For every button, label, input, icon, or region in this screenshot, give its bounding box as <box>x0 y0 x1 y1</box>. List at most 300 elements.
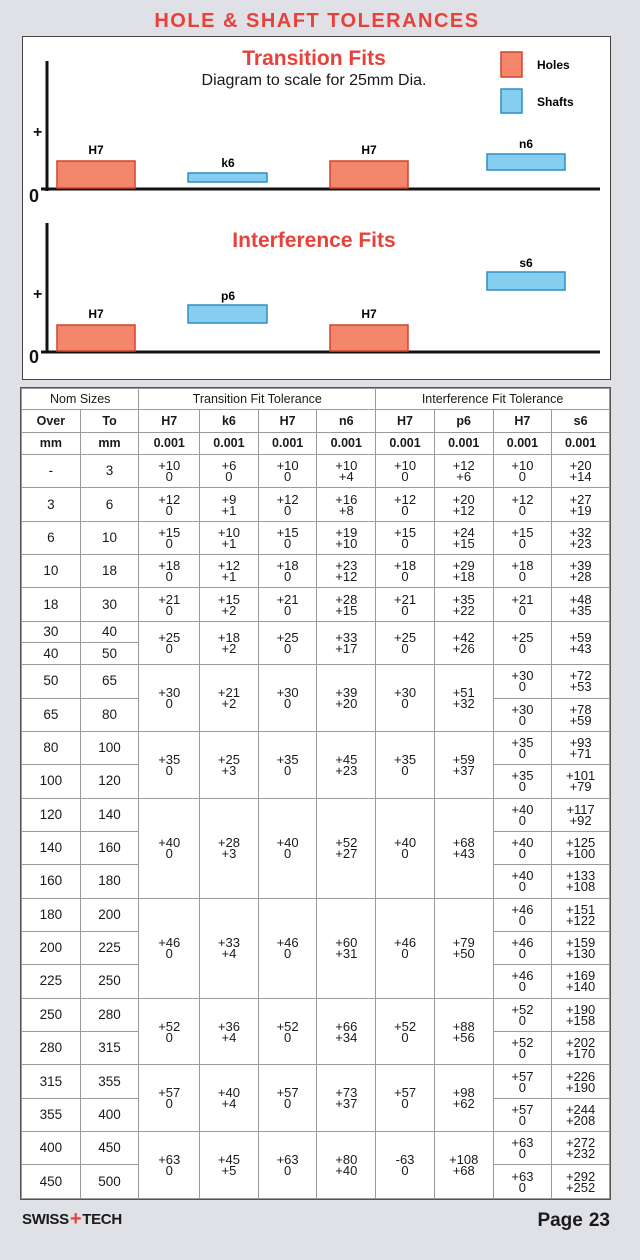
upper-deviation: +60 <box>335 935 358 951</box>
lower-deviation: 0 <box>518 912 527 928</box>
upper-deviation: +15 <box>217 591 240 607</box>
upper-deviation: +72 <box>569 668 592 684</box>
lower-deviation: +37 <box>452 762 475 778</box>
lower-deviation: 0 <box>401 846 409 862</box>
lower-deviation: 0 <box>401 569 409 585</box>
upper-deviation: +30 <box>511 668 534 684</box>
lower-deviation: 0 <box>518 879 527 895</box>
upper-deviation: +40 <box>511 801 534 817</box>
lower-deviation: +252 <box>565 1179 596 1195</box>
tolerance-cell <box>552 898 610 931</box>
unit-cell: mm <box>80 433 139 455</box>
lower-deviation: 0 <box>401 696 409 712</box>
lower-deviation: +130 <box>565 946 596 962</box>
transition-title: Transition Fits <box>242 47 386 70</box>
tolerance-cell <box>317 521 376 554</box>
lower-deviation: +59 <box>569 712 592 728</box>
lower-deviation: 0 <box>165 535 173 551</box>
size-over: 80 <box>22 731 81 764</box>
transition-h7-bar-1 <box>57 161 135 188</box>
lower-deviation: +6 <box>456 469 472 485</box>
upper-deviation: +10 <box>217 524 240 540</box>
tolerance-cell <box>139 455 200 488</box>
column-header: Over <box>22 410 81 433</box>
lower-deviation: 0 <box>165 569 173 585</box>
tolerance-cell <box>258 455 317 488</box>
lower-deviation: +18 <box>452 569 475 585</box>
size-to: 200 <box>80 898 139 931</box>
tolerance-cell <box>200 1132 259 1199</box>
tolerance-cell <box>552 488 610 521</box>
upper-deviation: +59 <box>569 629 592 645</box>
transition-k6-bar <box>188 173 267 182</box>
size-to: 18 <box>80 555 139 588</box>
lower-deviation: 0 <box>401 762 409 778</box>
tolerance-cell <box>493 1132 552 1165</box>
size-over: 400 <box>22 1132 81 1165</box>
tolerance-cell <box>139 555 200 588</box>
upper-deviation: +30 <box>394 685 417 701</box>
tolerance-cell <box>493 488 552 521</box>
tolerance-cell <box>552 865 610 898</box>
tolerance-cell <box>434 731 493 798</box>
interference-label-2: p6 <box>220 289 236 303</box>
tolerance-cell <box>376 621 435 665</box>
lower-deviation: 0 <box>401 640 409 656</box>
upper-deviation: +12 <box>394 491 417 507</box>
lower-deviation: 0 <box>518 1146 527 1162</box>
group-header-row <box>22 389 610 410</box>
upper-deviation: +63 <box>276 1152 299 1168</box>
size-over: 250 <box>22 998 81 1031</box>
upper-deviation: +46 <box>511 968 534 984</box>
tolerance-cell <box>200 798 259 898</box>
tolerance-cell <box>139 665 200 732</box>
lower-deviation: 0 <box>518 679 527 695</box>
tolerance-cell <box>552 1032 610 1065</box>
lower-deviation: +232 <box>565 1146 596 1162</box>
lower-deviation: +170 <box>565 1046 596 1062</box>
lower-deviation: +1 <box>221 569 237 585</box>
lower-deviation: +100 <box>565 846 596 862</box>
lower-deviation: +108 <box>565 879 596 895</box>
transition-label-3: H7 <box>361 143 377 157</box>
upper-deviation: +88 <box>452 1018 475 1034</box>
lower-deviation: 0 <box>518 535 527 551</box>
tolerance-cell <box>493 1098 552 1131</box>
upper-deviation: +25 <box>511 629 534 645</box>
lower-deviation: 0 <box>165 1163 173 1179</box>
brand-right: TECH <box>82 1211 122 1228</box>
tolerance-cell <box>552 521 610 554</box>
tolerance-cell <box>493 898 552 931</box>
tolerance-cell <box>552 455 610 488</box>
upper-deviation: +40 <box>394 835 417 851</box>
lower-deviation: 0 <box>518 746 527 762</box>
size-over: 120 <box>22 798 81 831</box>
upper-deviation: +79 <box>452 935 475 951</box>
page-number-value: 23 <box>588 1210 610 1231</box>
size-to: 3 <box>80 455 139 488</box>
tolerance-table-wrapper <box>20 387 611 1200</box>
lower-deviation: +37 <box>335 1096 358 1112</box>
lower-deviation: 0 <box>518 1079 527 1095</box>
upper-deviation: +45 <box>335 751 358 767</box>
column-header: s6 <box>552 410 610 433</box>
lower-deviation: 0 <box>225 469 233 485</box>
upper-deviation: +190 <box>565 1001 596 1017</box>
tolerance-cell <box>200 588 259 621</box>
page-label: Page <box>537 1210 583 1231</box>
interference-label-3: H7 <box>361 307 377 321</box>
lower-deviation: 0 <box>165 640 173 656</box>
tolerance-cell <box>317 998 376 1065</box>
size-over: - <box>22 455 81 488</box>
tolerance-cell <box>493 1032 552 1065</box>
tolerance-table <box>21 388 610 1199</box>
size-over: 225 <box>22 965 81 998</box>
lower-deviation: 0 <box>283 602 292 618</box>
lower-deviation: 0 <box>165 696 173 712</box>
lower-deviation: 0 <box>401 1096 409 1112</box>
size-over: 140 <box>22 831 81 864</box>
size-over: 200 <box>22 931 81 964</box>
upper-deviation: +40 <box>158 835 181 851</box>
tolerance-cell <box>434 898 493 998</box>
tolerance-cell <box>493 555 552 588</box>
upper-deviation: +73 <box>335 1085 358 1101</box>
tolerance-cell <box>434 1132 493 1199</box>
upper-deviation: +59 <box>452 751 475 767</box>
lower-deviation: 0 <box>165 1029 173 1045</box>
upper-deviation: +244 <box>565 1101 596 1117</box>
lower-deviation: +26 <box>452 640 475 656</box>
upper-deviation: +18 <box>217 629 240 645</box>
size-over: 100 <box>22 765 81 798</box>
upper-deviation: +57 <box>511 1101 534 1117</box>
upper-deviation: +18 <box>158 558 181 574</box>
lower-deviation: 0 <box>283 696 292 712</box>
lower-deviation: 0 <box>518 469 527 485</box>
lower-deviation: +1 <box>221 502 237 518</box>
tolerance-cell <box>552 1065 610 1098</box>
tolerance-cell <box>200 1065 259 1132</box>
tolerance-cell <box>139 621 200 665</box>
transition-subtitle: Diagram to scale for 25mm Dia. <box>201 72 427 89</box>
upper-deviation: +25 <box>217 751 240 767</box>
tolerance-cell <box>139 588 200 621</box>
unit-cell: mm <box>22 433 81 455</box>
interference-zero-label: 0 <box>29 347 40 367</box>
lower-deviation: 0 <box>283 946 292 962</box>
upper-deviation: +12 <box>452 458 475 474</box>
lower-deviation: +15 <box>452 535 475 551</box>
tolerance-cell <box>317 488 376 521</box>
lower-deviation: +4 <box>221 1096 237 1112</box>
lower-deviation: 0 <box>401 946 409 962</box>
upper-deviation: +21 <box>276 591 299 607</box>
lower-deviation: +20 <box>335 696 358 712</box>
tolerance-cell <box>258 621 317 665</box>
lower-deviation: +140 <box>565 979 596 995</box>
tolerance-cell <box>552 831 610 864</box>
tolerance-cell <box>258 665 317 732</box>
lower-deviation: 0 <box>518 1112 527 1128</box>
lower-deviation: +71 <box>569 746 592 762</box>
tolerance-cell <box>552 998 610 1031</box>
swiss-cross-icon: + <box>69 1208 82 1230</box>
upper-deviation: -63 <box>395 1152 415 1168</box>
upper-deviation: +52 <box>394 1018 417 1034</box>
tolerance-cell <box>493 965 552 998</box>
column-header: p6 <box>434 410 493 433</box>
lower-deviation: 0 <box>283 1029 292 1045</box>
upper-deviation: +15 <box>511 524 534 540</box>
upper-deviation: +46 <box>276 935 299 951</box>
tolerance-cell <box>493 588 552 621</box>
upper-deviation: +20 <box>452 491 475 507</box>
fits-diagram-svg <box>23 37 612 381</box>
lower-deviation: +92 <box>569 812 592 828</box>
lower-deviation: 0 <box>283 502 292 518</box>
upper-deviation: +57 <box>276 1085 299 1101</box>
lower-deviation: +5 <box>221 1163 237 1179</box>
lower-deviation: +4 <box>338 469 354 485</box>
tolerance-cell <box>376 555 435 588</box>
tolerance-cell <box>139 898 200 998</box>
size-to: 225 <box>80 931 139 964</box>
tolerance-cell <box>139 731 200 798</box>
tolerance-cell <box>434 488 493 521</box>
upper-deviation: +52 <box>511 1035 534 1051</box>
interference-s6-bar <box>487 272 565 290</box>
legend-holes-label: Holes <box>537 58 570 72</box>
upper-deviation: +66 <box>335 1018 358 1034</box>
lower-deviation: +2 <box>221 602 237 618</box>
lower-deviation: +190 <box>565 1079 596 1095</box>
upper-deviation: +10 <box>511 458 534 474</box>
size-over: 3 <box>22 488 81 521</box>
tolerance-cell <box>376 1065 435 1132</box>
tolerance-cell <box>376 898 435 998</box>
lower-deviation: 0 <box>165 469 173 485</box>
table-row <box>22 665 610 698</box>
tolerance-cell <box>258 555 317 588</box>
lower-deviation: 0 <box>518 979 527 995</box>
upper-deviation: +12 <box>217 558 240 574</box>
tolerance-cell <box>200 455 259 488</box>
upper-deviation: +46 <box>158 935 181 951</box>
transition-h7-bar-2 <box>330 161 408 188</box>
tolerance-cell <box>139 488 200 521</box>
size-to: 450 <box>80 1132 139 1165</box>
upper-deviation: +101 <box>565 768 596 784</box>
lower-deviation: 0 <box>518 1012 527 1028</box>
interference-header: Interference Fit Tolerance <box>376 389 610 410</box>
upper-deviation: +45 <box>217 1152 240 1168</box>
tolerance-cell <box>552 1165 610 1199</box>
upper-deviation: +117 <box>566 801 595 817</box>
lower-deviation: 0 <box>518 1179 527 1195</box>
upper-deviation: +27 <box>569 491 592 507</box>
lower-deviation: 0 <box>518 712 527 728</box>
tolerance-cell <box>200 665 259 732</box>
lower-deviation: 0 <box>165 502 173 518</box>
upper-deviation: +272 <box>565 1135 596 1151</box>
lower-deviation: +56 <box>452 1029 475 1045</box>
column-header: H7 <box>258 410 317 433</box>
upper-deviation: +25 <box>276 629 299 645</box>
upper-deviation: +36 <box>217 1018 240 1034</box>
lower-deviation: 0 <box>401 469 409 485</box>
upper-deviation: +15 <box>394 524 417 540</box>
tolerance-cell <box>258 798 317 898</box>
brand-left: SWISS <box>22 1211 69 1228</box>
upper-deviation: +15 <box>158 524 181 540</box>
column-header: n6 <box>317 410 376 433</box>
table-row <box>22 731 610 764</box>
lower-deviation: 0 <box>283 640 292 656</box>
lower-deviation: 0 <box>283 1096 292 1112</box>
lower-deviation: +3 <box>221 846 237 862</box>
lower-deviation: +4 <box>221 1029 237 1045</box>
size-over: 6 <box>22 521 81 554</box>
tolerance-cell <box>376 1132 435 1199</box>
lower-deviation: 0 <box>401 535 409 551</box>
tolerance-cell <box>552 1132 610 1165</box>
tolerance-cell <box>258 1132 317 1199</box>
lower-deviation: +40 <box>335 1163 358 1179</box>
lower-deviation: 0 <box>165 1096 173 1112</box>
upper-deviation: +30 <box>158 685 181 701</box>
tolerance-cell <box>434 521 493 554</box>
upper-deviation: +20 <box>569 458 592 474</box>
unit-row <box>22 433 610 455</box>
size-to: 50 <box>80 643 139 665</box>
tolerance-cell <box>258 488 317 521</box>
upper-deviation: +10 <box>158 458 181 474</box>
tolerance-cell <box>317 731 376 798</box>
lower-deviation: +23 <box>569 535 592 551</box>
tolerance-cell <box>493 931 552 964</box>
upper-deviation: +28 <box>217 835 240 851</box>
upper-deviation: +18 <box>394 558 417 574</box>
lower-deviation: +43 <box>452 846 475 862</box>
unit-cell: 0.001 <box>376 433 435 455</box>
tolerance-cell <box>376 521 435 554</box>
tolerance-cell <box>376 455 435 488</box>
upper-deviation: +30 <box>511 701 534 717</box>
upper-deviation: +16 <box>335 491 358 507</box>
tolerance-cell <box>200 555 259 588</box>
upper-deviation: +12 <box>511 491 534 507</box>
lower-deviation: +2 <box>221 640 237 656</box>
size-to: 315 <box>80 1032 139 1065</box>
size-to: 180 <box>80 865 139 898</box>
tolerance-cell <box>139 1132 200 1199</box>
lower-deviation: +12 <box>335 569 358 585</box>
table-row <box>22 1065 610 1098</box>
tolerance-cell <box>434 998 493 1065</box>
upper-deviation: +202 <box>565 1035 596 1051</box>
upper-deviation: +18 <box>511 558 534 574</box>
upper-deviation: +292 <box>565 1168 596 1184</box>
tolerance-cell <box>552 931 610 964</box>
lower-deviation: +158 <box>565 1012 596 1028</box>
table-body <box>22 455 610 1199</box>
tolerance-cell <box>493 765 552 798</box>
size-to: 160 <box>80 831 139 864</box>
lower-deviation: 0 <box>283 762 292 778</box>
size-over: 355 <box>22 1098 81 1131</box>
interference-label-1: H7 <box>88 307 104 321</box>
lower-deviation: 0 <box>283 1163 292 1179</box>
interference-h7-bar-2 <box>330 325 408 351</box>
tolerance-cell <box>258 898 317 998</box>
size-to: 280 <box>80 998 139 1031</box>
tolerance-cell <box>317 1065 376 1132</box>
upper-deviation: +39 <box>335 685 358 701</box>
lower-deviation: +28 <box>569 569 592 585</box>
upper-deviation: +10 <box>394 458 417 474</box>
tolerance-cell <box>317 898 376 998</box>
size-to: 80 <box>80 698 139 731</box>
interference-p6-bar <box>188 305 267 323</box>
tolerance-cell <box>493 621 552 665</box>
size-over: 50 <box>22 665 81 698</box>
tolerance-cell <box>258 998 317 1065</box>
upper-deviation: +10 <box>276 458 299 474</box>
lower-deviation: +1 <box>221 535 237 551</box>
table-row <box>22 521 610 554</box>
lower-deviation: +50 <box>452 946 475 962</box>
lower-deviation: +35 <box>569 602 592 618</box>
lower-deviation: 0 <box>518 569 527 585</box>
legend-shafts-swatch <box>501 89 522 113</box>
upper-deviation: +46 <box>511 901 534 917</box>
column-header-row <box>22 410 610 433</box>
tolerance-cell <box>317 588 376 621</box>
tolerance-cell <box>493 698 552 731</box>
unit-cell: 0.001 <box>317 433 376 455</box>
upper-deviation: +30 <box>276 685 299 701</box>
upper-deviation: +63 <box>511 1168 534 1184</box>
lower-deviation: 0 <box>401 502 409 518</box>
tolerance-cell <box>376 588 435 621</box>
upper-deviation: +52 <box>335 835 358 851</box>
unit-cell: 0.001 <box>258 433 317 455</box>
tolerance-cell <box>493 1165 552 1199</box>
tolerance-cell <box>493 831 552 864</box>
tolerance-cell <box>317 621 376 665</box>
tolerance-cell <box>434 588 493 621</box>
size-over: 450 <box>22 1165 81 1199</box>
tolerance-cell <box>317 555 376 588</box>
lower-deviation: +208 <box>565 1112 596 1128</box>
lower-deviation: +34 <box>335 1029 358 1045</box>
lower-deviation: 0 <box>283 846 292 862</box>
tolerance-cell <box>552 731 610 764</box>
lower-deviation: +22 <box>452 602 475 618</box>
upper-deviation: +35 <box>452 591 475 607</box>
upper-deviation: +57 <box>158 1085 181 1101</box>
unit-cell: 0.001 <box>139 433 200 455</box>
upper-deviation: +57 <box>394 1085 417 1101</box>
size-to: 30 <box>80 588 139 621</box>
upper-deviation: +52 <box>158 1018 181 1034</box>
lower-deviation: +68 <box>452 1163 475 1179</box>
tolerance-cell <box>200 898 259 998</box>
